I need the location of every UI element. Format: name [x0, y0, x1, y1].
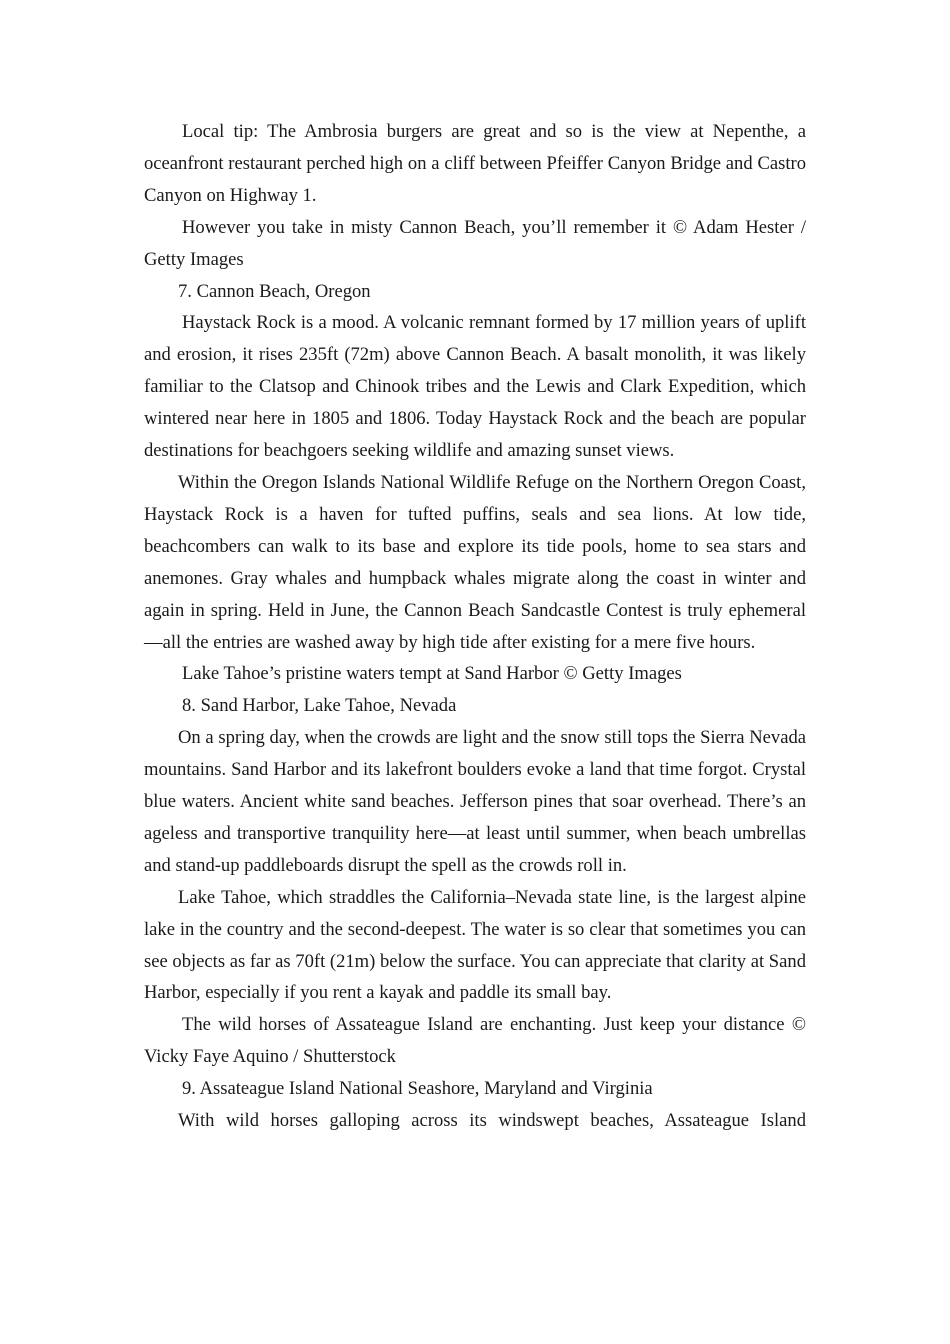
paragraph-haystack-rock: Haystack Rock is a mood. A volcanic remnant formed by 17 million years of uplift and erosion, it rises 235ft (72m) above Cannon Beach. A basalt monolith, it was likely familiar to the Clatsop and Chinook tribes and the Lewis and Clark Expedition, which wintered near here in 1805 and 1806. Today Haystack Rock and the beach are popular destinations for beachgoers seeking wildlife and amazing sunset views.: [144, 312, 806, 462]
section-heading-assateague: 9. Assateague Island National Seashore, Maryland and Virginia: [182, 1078, 653, 1100]
paragraph-oregon-islands: Within the Oregon Islands National Wildlife Refuge on the Northern Oregon Coast, Haystack Rock is a haven for tufted puffins, seals and sea lions. At low tide, beachcombers can walk to its base and explore its tide pools, home to sea stars and anemones. Gray whales and humpback whales migrate along the coast in winter and again in spring. Held in June, the Cannon Beach Sandcastle Contest is truly ephemeral—all the entries are washed away by high tide after existing for a mere five hours.: [144, 471, 806, 653]
paragraph-lake-tahoe: Lake Tahoe, which straddles the California–Nevada state line, is the largest alpine lake in the country and the second-deepest. The water is so clear that sometimes you can see objects as far as 70ft (21m) below the surface. You can appreciate that clarity at Sand Harbor, especially if you rent a kayak and paddle its small bay.: [144, 886, 806, 1004]
image-caption-lake-tahoe: Lake Tahoe’s pristine waters tempt at Sand Harbor © Getty Images: [182, 663, 682, 685]
section-heading-sand-harbor: 8. Sand Harbor, Lake Tahoe, Nevada: [182, 695, 457, 717]
paragraph-local-tip: Local tip: The Ambrosia burgers are great and so is the view at Nepenthe, a oceanfront restaurant perched high on a cliff between Pfeiffer Canyon Bridge and Castro Canyon on Highway 1.: [144, 121, 806, 206]
section-heading-cannon-beach: 7. Cannon Beach, Oregon: [178, 280, 371, 302]
image-caption-cannon-beach: However you take in misty Cannon Beach, you’ll remember it © Adam Hester / Getty Images: [144, 216, 806, 270]
paragraph-spring-day: On a spring day, when the crowds are light and the snow still tops the Sierra Nevada mountains. Sand Harbor and its lakefront boulders evoke a land that time forgot. Crystal blue waters. Ancient white sand beaches. Jefferson pines that soar overhead. There’s an ageless and transportive tranquility here—at least until summer, when beach umbrellas and stand-up paddleboards disrupt the spell as the crowds roll in.: [144, 727, 806, 876]
document-page: [144, 116, 806, 1137]
paragraph-wild-horses: With wild horses galloping across its windswept beaches, Assateague Island: [178, 1110, 806, 1132]
image-caption-assateague: The wild horses of Assateague Island are enchanting. Just keep your distance © Vicky Faye Aquino / Shutterstock: [144, 1014, 806, 1068]
